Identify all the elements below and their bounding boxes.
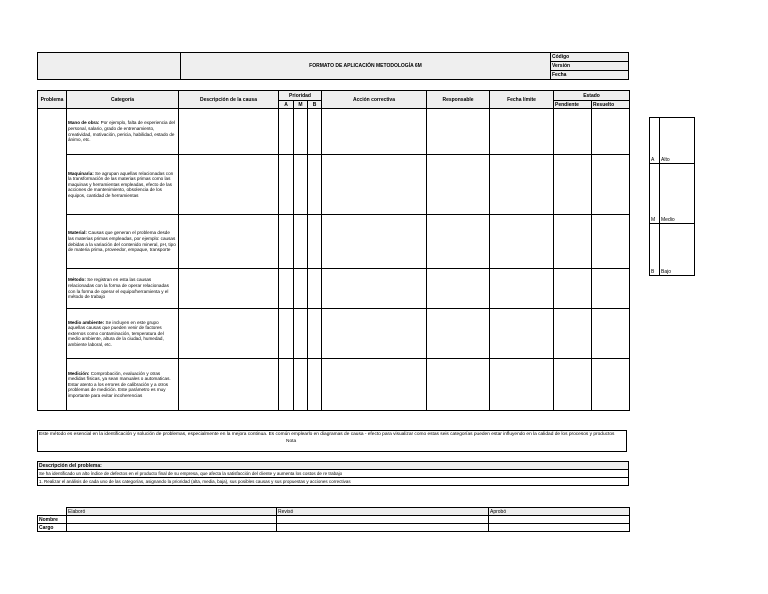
fecha-label: Fecha (551, 71, 629, 80)
analysis-table (37, 90, 630, 411)
prio-a-cell[interactable] (279, 359, 294, 411)
logo-cell (38, 53, 181, 80)
legend-code-m: M (650, 164, 660, 224)
header-table (37, 52, 629, 80)
responsible-input[interactable] (427, 109, 490, 155)
category-maquinaria: Maquinaria: Se agrupan aquellas relacionadas con la transformación de las materias primas como las maquinas y herramientas empleadas, efecto de las acciones de mantenimiento, obsolencia de los equipos, cantidad de herramientas (67, 155, 179, 215)
category-metodo: Método: Se registran en esta las causas relacionadas con la forma de operar relacionadas con la forma de operar el equipo/herramienta y el método de trabajo (67, 269, 179, 309)
prio-b-cell[interactable] (308, 359, 322, 411)
prio-a-cell[interactable] (279, 215, 294, 269)
prio-b-cell[interactable] (308, 155, 322, 215)
prio-m-cell[interactable] (294, 109, 308, 155)
col-resuelto: Resuelto (592, 101, 630, 109)
col-fecha-limite: Fecha límite (490, 91, 554, 109)
responsible-input[interactable] (427, 215, 490, 269)
date-input[interactable] (490, 359, 554, 411)
resolved-cell[interactable] (592, 215, 630, 269)
prio-m-cell[interactable] (294, 359, 308, 411)
aprobo-cargo-field[interactable] (489, 524, 630, 532)
prio-m-cell[interactable] (294, 309, 308, 359)
legend-label-medio: Medio (660, 164, 695, 224)
col-prio-a: A (279, 101, 294, 109)
resolved-cell[interactable] (592, 359, 630, 411)
cause-input[interactable] (179, 269, 279, 309)
col-problema: Problema (38, 91, 67, 109)
resolved-cell[interactable] (592, 155, 630, 215)
pending-cell[interactable] (554, 109, 592, 155)
prio-b-cell[interactable] (308, 109, 322, 155)
legend-label-bajo: Bajo (660, 224, 695, 276)
nombre-label: Nombre (38, 516, 67, 524)
prio-a-cell[interactable] (279, 309, 294, 359)
col-estado: Estado (554, 91, 630, 101)
action-input[interactable] (322, 109, 427, 155)
action-input[interactable] (322, 155, 427, 215)
codigo-label: Código (551, 53, 629, 62)
prio-b-cell[interactable] (308, 269, 322, 309)
category-mano-de-obra: Mano de obra: Por ejemplo, falta de experiencia del personal, salario, grado de entrenamiento, creatividad, motivación, pericia, habilidad, estado de ánimo, etc. (67, 109, 179, 155)
col-prioridad: Prioridad (279, 91, 322, 101)
cargo-label: Cargo (38, 524, 67, 532)
note-text: Este método es esencial en la identificación y solución de problemas, especialmente en la mejora continua. Es común emplearlo en diagramas de causa - efecto para visualizar como estas seis categorías pueden estar influyendo en la calidad de los procesos y productos (39, 432, 615, 437)
date-input[interactable] (490, 155, 554, 215)
pending-cell[interactable] (554, 215, 592, 269)
note-box (37, 430, 627, 452)
col-prio-m: M (294, 101, 308, 109)
responsible-input[interactable] (427, 309, 490, 359)
col-categoria: Categoría (67, 91, 179, 109)
responsible-input[interactable] (427, 155, 490, 215)
legend-code-a: A (650, 118, 660, 164)
legend-label-alto: Alto (660, 118, 695, 164)
pending-cell[interactable] (554, 155, 592, 215)
date-input[interactable] (490, 109, 554, 155)
elaboro-name-field[interactable] (67, 516, 277, 524)
action-input[interactable] (322, 309, 427, 359)
elaboro-label: Elaboró (67, 508, 277, 516)
pending-cell[interactable] (554, 309, 592, 359)
signature-table (37, 507, 630, 532)
prio-m-cell[interactable] (294, 215, 308, 269)
blank-cell (38, 508, 67, 516)
date-input[interactable] (490, 269, 554, 309)
problem-line-2: 1. Realizar el análisis de cada uno de las categorías, asignando la prioridad (alta, media, baja), sus posibles causas y sus propuestas y acciones correctivas (38, 478, 629, 486)
responsible-input[interactable] (427, 269, 490, 309)
reviso-name-field[interactable] (277, 516, 489, 524)
reviso-label: Revisó (277, 508, 489, 516)
resolved-cell[interactable] (592, 309, 630, 359)
cause-input[interactable] (179, 155, 279, 215)
col-responsable: Responsable (427, 91, 490, 109)
problem-title: Descripción del problema: (38, 462, 629, 470)
legend-code-b: B (650, 224, 660, 276)
action-input[interactable] (322, 269, 427, 309)
aprobo-label: Aprobó (489, 508, 630, 516)
form-title: FORMATO DE APLICACIÓN METODOLOGÍA 6M (181, 53, 551, 80)
prio-a-cell[interactable] (279, 269, 294, 309)
cause-input[interactable] (179, 359, 279, 411)
date-input[interactable] (490, 215, 554, 269)
action-input[interactable] (322, 359, 427, 411)
col-descripcion: Descripción de la causa (179, 91, 279, 109)
responsible-input[interactable] (427, 359, 490, 411)
prio-b-cell[interactable] (308, 309, 322, 359)
prio-m-cell[interactable] (294, 155, 308, 215)
action-input[interactable] (322, 215, 427, 269)
prio-a-cell[interactable] (279, 155, 294, 215)
resolved-cell[interactable] (592, 109, 630, 155)
note-label: Nota (286, 439, 297, 444)
prio-b-cell[interactable] (308, 215, 322, 269)
category-material: Material: Causas que generan el problema desde las materias primas empleadas, por ejemplo: causas debidas a la variación del contenido mineral, pH, tipo de materia prima, proveedor, empaque, transporte (67, 215, 179, 269)
problem-table (37, 461, 629, 486)
col-pendiente: Pendiente (554, 101, 592, 109)
aprobo-name-field[interactable] (489, 516, 630, 524)
prio-m-cell[interactable] (294, 269, 308, 309)
cause-input[interactable] (179, 309, 279, 359)
pending-cell[interactable] (554, 359, 592, 411)
problem-cell[interactable] (38, 109, 67, 411)
version-label: Versión (551, 62, 629, 71)
cause-input[interactable] (179, 215, 279, 269)
cause-input[interactable] (179, 109, 279, 155)
prio-a-cell[interactable] (279, 109, 294, 155)
col-prio-b: B (308, 101, 322, 109)
problem-line-1: Se ha identificado un alto índice de defectos en el producto final de su empresa, que afecta la satisfacción del cliente y aumenta los costos de re trabajo (38, 470, 629, 478)
resolved-cell[interactable] (592, 269, 630, 309)
pending-cell[interactable] (554, 269, 592, 309)
priority-legend (649, 117, 695, 276)
col-accion: Acción correctiva (322, 91, 427, 109)
reviso-cargo-field[interactable] (277, 524, 489, 532)
category-medicion: Medición: Comprobación, evaluación y otras medidas físicas, ya sean manuales o automaticas. Estar atento a los errores de calibración y a otros problemas de medición. Este parámetro es muy importante para evitar incoherencias (67, 359, 179, 411)
date-input[interactable] (490, 309, 554, 359)
elaboro-cargo-field[interactable] (67, 524, 277, 532)
category-medio-ambiente: Medio ambiente: Se incluyen en este grupo aquellas causas que pueden venir de factores externos como contaminación, temperatura del medio ambiente, altura de la ciudad, humedad, ambiente laboral, etc. (67, 309, 179, 359)
